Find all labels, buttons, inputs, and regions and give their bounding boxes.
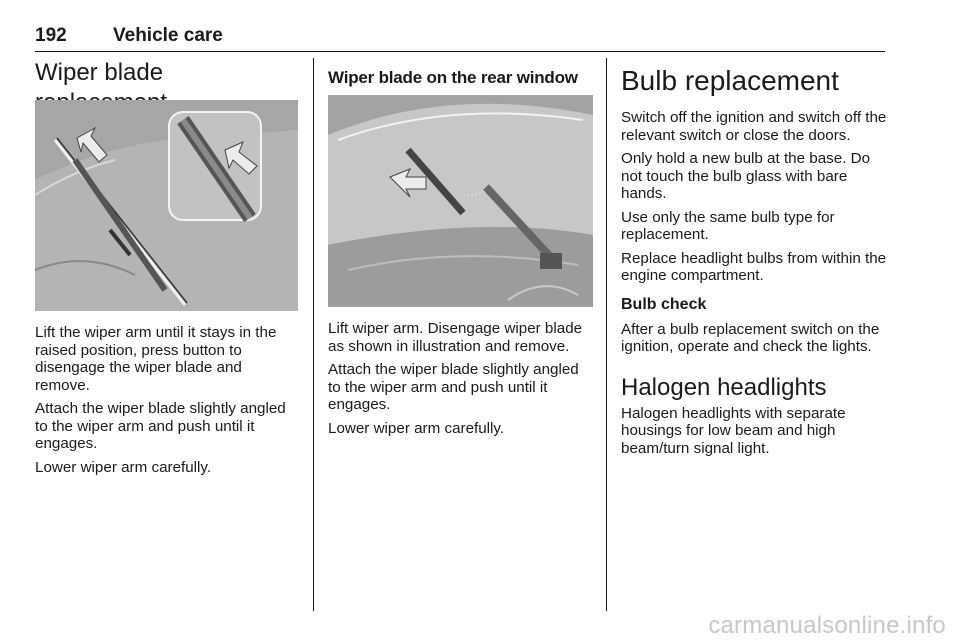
paragraph: Lift the wiper arm until it stays in the raised position, press button to disengage the wiper blade and remove. [35, 324, 277, 394]
page-header [35, 25, 885, 52]
heading-bulb-check: Bulb check [621, 295, 707, 313]
paragraph: Attach the wiper blade slightly angled to the wiper arm and push until it engages. [35, 400, 286, 452]
column-bulb-replacement [621, 64, 889, 463]
paragraph: Only hold a new bulb at the base. Do not touch the bulb glass with bare hands. [621, 150, 871, 202]
column-wiper-text [35, 324, 298, 482]
paragraph: Switch off the ignition and switch off the relevant switch or close the doors. [621, 109, 887, 144]
paragraph: Lower wiper arm carefully. [328, 419, 505, 437]
paragraph: Lift wiper arm. Disengage wiper blade as shown in illustration and remove. [328, 320, 583, 355]
paragraph: Use only the same bulb type for replacement. [621, 208, 835, 243]
page-number: 192 [35, 25, 67, 46]
heading-bulb-replacement: Bulb replacement [621, 65, 839, 96]
heading-rear-window-wiper: Wiper blade on the rear window [328, 68, 578, 87]
column-rear-wiper-text [328, 320, 593, 443]
paragraph: Replace headlight bulbs from within the engine compartment. [621, 249, 887, 284]
section-title: Vehicle care [113, 25, 223, 46]
heading-halogen-headlights: Halogen headlights [621, 373, 827, 401]
paragraph: Lower wiper arm carefully. [35, 458, 212, 476]
illustration-rear-wiper [328, 95, 593, 307]
watermark-text: carmanualsonline.info [708, 612, 946, 639]
paragraph: Halogen headlights with separate housings for low beam and high beam/turn signal light. [621, 404, 846, 457]
column-divider [313, 58, 314, 611]
paragraph: Attach the wiper blade slightly angled to the wiper arm and push until it engages. [328, 361, 579, 413]
column-rear-wiper [328, 67, 593, 89]
column-divider [606, 58, 607, 611]
illustration-windscreen-wiper [35, 100, 298, 311]
paragraph: After a bulb replacement switch on the ignition, operate and check the lights. [621, 320, 880, 355]
heading-wiper-blade-replacement: Wiper blade [35, 59, 164, 86]
